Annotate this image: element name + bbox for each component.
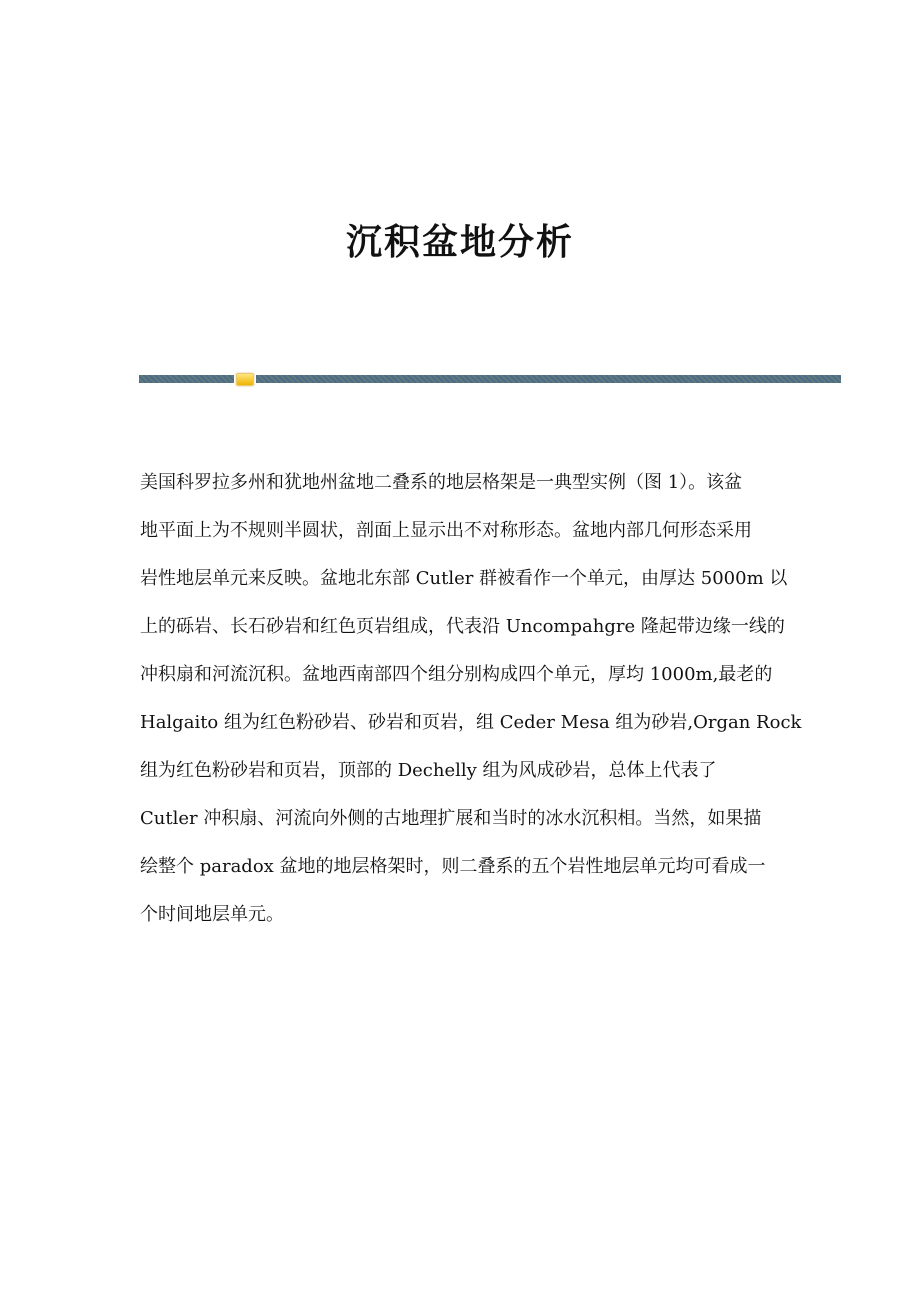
paragraph-line: 上的砾岩、长石砂岩和红色页岩组成，代表沿 Uncompahgre 隆起带边缘一线的	[140, 616, 785, 637]
paragraph-line: 个时间地层单元。	[140, 904, 284, 925]
paragraph-line: 美国科罗拉多州和犹地州盆地二叠系的地层格架是一典型实例（图 1）。该盆	[140, 472, 743, 493]
paragraph-line: 地平面上为不规则半圆状，剖面上显示出不对称形态。盆地内部几何形态采用	[140, 520, 752, 541]
paragraph-line: Cutler 冲积扇、河流向外侧的古地理扩展和当时的冰水沉积相。当然，如果描	[140, 808, 762, 829]
document-title: 沉积盆地分析	[345, 221, 574, 263]
paragraph-line: 组为红色粉砂岩和页岩，顶部的 Dechelly 组为风成砂岩，总体上代表了	[140, 760, 717, 781]
paragraph-line: Halgaito 组为红色粉砂岩、砂岩和页岩，组 Ceder Mesa 组为砂岩,Organ Rock	[140, 712, 802, 733]
divider-bar-right	[256, 375, 841, 383]
paragraph-line: 绘整个 paradox 盆地的地层格架时，则二叠系的五个岩性地层单元均可看成一	[140, 856, 766, 877]
paragraph-line: 岩性地层单元来反映。盆地北东部 Cutler 群被看作一个单元，由厚达 5000m 以	[140, 568, 788, 589]
paragraph-line: 冲积扇和河流沉积。盆地西南部四个组分别构成四个单元，厚均 1000m,最老的	[140, 664, 773, 685]
body-paragraph	[140, 468, 801, 948]
divider-bar-left	[139, 375, 234, 383]
divider-ornament-icon	[236, 373, 254, 386]
